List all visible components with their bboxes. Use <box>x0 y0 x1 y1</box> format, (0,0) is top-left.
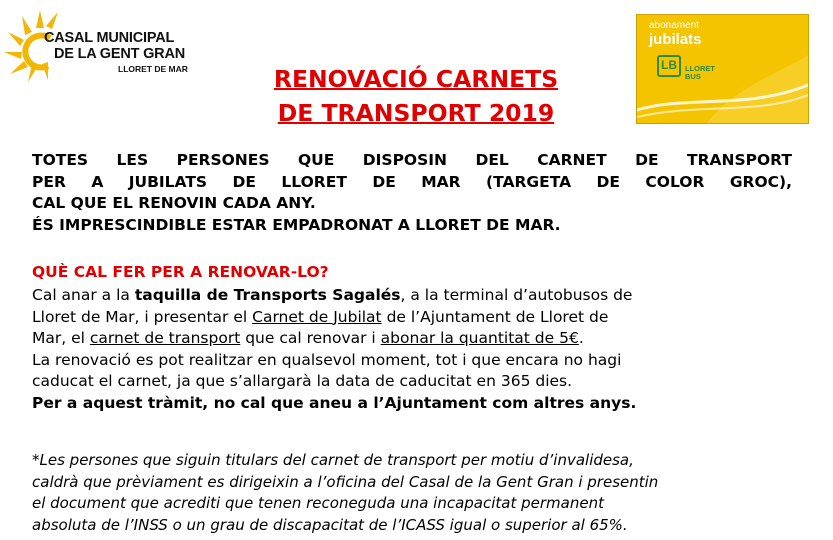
card-brand-line-2: BUS <box>685 72 701 81</box>
note-line: absoluta de l’INSS o un grau de discapacitat de l’ICASS igual o superior al 65%. <box>32 515 628 534</box>
card-label-big: jubilats <box>649 31 702 48</box>
note-line: caldrà que prèviament es dirigeixin a l’oficina del Casal de la Gent Gran i presentin <box>32 472 659 491</box>
carnet-transport: carnet de transport <box>89 329 241 347</box>
note-line: el document que acrediti que tenen reconeguda una incapacitat permanent <box>32 494 604 512</box>
intro-line: PER A JUBILATS DE LLORET DE MAR (TARGETA DE COLOR GROC), <box>32 172 792 191</box>
text: de l’Ajuntament de Lloret de <box>381 307 609 326</box>
section-heading: QUÈ CAL FER PER A RENOVAR-LO? <box>32 263 329 281</box>
fee-amount: abonar la quantitat de 5€ <box>380 329 579 347</box>
logo-line-2: DE LA GENT GRAN <box>54 46 185 62</box>
text: que cal renovar i <box>240 329 381 347</box>
carnet-jubilat: Carnet de Jubilat <box>252 307 382 326</box>
body-line-3 <box>32 328 792 350</box>
logo-line-1: CASAL MUNICIPAL <box>44 30 175 46</box>
body-line-6: Per a aquest tràmit, no cal que aneu a l’Ajuntament com altres anys. <box>32 393 637 412</box>
lb-mark: LB <box>661 58 677 72</box>
intro-line: TOTES LES PERSONES QUE DISPOSIN DEL CARNET DE TRANSPORT <box>32 151 792 169</box>
intro-line: CAL QUE EL RENOVIN CADA ANY. <box>32 194 316 212</box>
body-line-1 <box>32 285 792 307</box>
title-line-2: DE TRANSPORT 2019 <box>277 99 555 127</box>
body-line-4: La renovació es pot realitzar en qualsevol moment, tot i que encara no hagi <box>32 350 622 369</box>
transport-card-image <box>636 14 809 124</box>
sagales-office: taquilla de Transports Sagalés <box>134 286 401 304</box>
body-line-2 <box>32 307 792 329</box>
lloret-bus-logo-icon <box>657 55 681 77</box>
title-line-1: RENOVACIÓ CARNETS <box>273 65 559 93</box>
text: , a la terminal d’autobusos de <box>400 286 633 304</box>
instructions-paragraph <box>32 285 792 414</box>
body-line-5: caducat el carnet, ja que s’allargarà la data de caducitat en 365 dies. <box>32 372 573 390</box>
intro-paragraph <box>32 150 792 236</box>
logo-line-3: LLORET DE MAR <box>118 64 188 74</box>
card-brand-line-1: LLORET <box>685 64 715 73</box>
page-title <box>190 62 642 130</box>
text: Mar, el <box>32 329 90 347</box>
text: Lloret de Mar, i presentar el <box>32 307 253 326</box>
casal-logo <box>4 4 199 82</box>
footnote <box>32 450 792 536</box>
intro-line: ÉS IMPRESCINDIBLE ESTAR EMPADRONAT A LLORET DE MAR. <box>32 215 561 234</box>
text: . <box>578 329 584 347</box>
note-line: *Les persones que siguin titulars del carnet de transport per motiu d’invalidesa, <box>32 451 634 469</box>
card-brand <box>685 65 715 81</box>
card-label-small: abonament <box>649 20 700 31</box>
text: Cal anar a la <box>32 286 135 304</box>
